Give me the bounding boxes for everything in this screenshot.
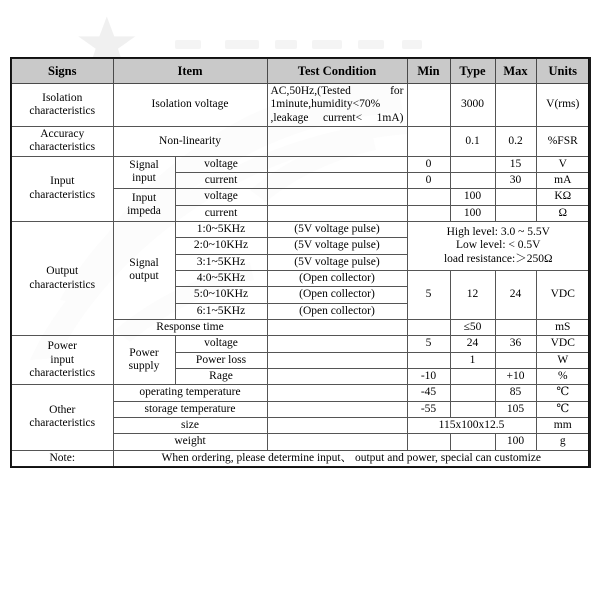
cell-item-power-rage: Rage — [175, 368, 267, 384]
cell-units-output-oc: VDC — [536, 270, 590, 319]
table-row — [11, 385, 590, 401]
cell-item-impedance-voltage: voltage — [175, 189, 267, 205]
cell-item-signal-current: current — [175, 172, 267, 188]
header-units: Units — [536, 58, 590, 84]
table-header-row — [11, 58, 590, 84]
cell-item-output-5: 5:0~10KHz — [175, 287, 267, 303]
table-row — [11, 84, 590, 127]
cell-max — [495, 352, 536, 368]
cell-max-output-oc: 24 — [495, 270, 536, 319]
cell-max: 100 — [495, 434, 536, 450]
cell-min: 0 — [407, 172, 450, 188]
cell-condition — [267, 352, 407, 368]
cell-item-output-4: 4:0~5KHz — [175, 270, 267, 286]
cell-item-output-1: 1:0~5KHz — [175, 221, 267, 237]
header-test-condition: Test Condition — [267, 58, 407, 84]
cell-min — [407, 319, 450, 335]
cell-item-operating-temperature: operating temperature — [113, 385, 267, 401]
cell-min — [407, 205, 450, 221]
header-item: Item — [113, 58, 267, 84]
sub-label-line2: supply — [128, 360, 160, 373]
sub-label-power-supply — [113, 336, 175, 385]
cell-type-output-oc: 12 — [450, 270, 495, 319]
cell-type: 100 — [450, 205, 495, 221]
header-min: Min — [407, 58, 450, 84]
cell-item-response-time: Response time — [113, 319, 267, 335]
sub-label-input-impedance — [113, 189, 175, 222]
cell-max: 36 — [495, 336, 536, 352]
cell-min — [407, 352, 450, 368]
sub-label-signal-output — [113, 221, 175, 319]
cell-condition — [267, 385, 407, 401]
cell-max: 0.2 — [495, 126, 536, 156]
group-label-line1: Accuracy — [40, 127, 85, 140]
table-row — [11, 156, 590, 172]
group-label-line2: characteristics — [29, 278, 96, 291]
cell-type: 1 — [450, 352, 495, 368]
group-label-line2: characteristics — [29, 104, 96, 117]
cell-min: 5 — [407, 336, 450, 352]
cell-item-isolation-voltage: Isolation voltage — [113, 84, 267, 127]
table-row — [11, 126, 590, 156]
cell-item-output-2: 2:0~10KHz — [175, 238, 267, 254]
specification-table — [10, 57, 591, 468]
cell-units: Ω — [536, 205, 590, 221]
cell-type — [450, 156, 495, 172]
cell-item-power-voltage: voltage — [175, 336, 267, 352]
spec-table-container — [10, 57, 589, 468]
group-label-other — [11, 385, 113, 450]
table-row-note — [11, 450, 590, 467]
header-max: Max — [495, 58, 536, 84]
cell-units: ℃ — [536, 385, 590, 401]
group-label-accuracy — [11, 126, 113, 156]
cell-item-power-loss: Power loss — [175, 352, 267, 368]
sub-label-line1: Signal — [129, 159, 159, 172]
cell-item-impedance-current: current — [175, 205, 267, 221]
cell-condition-output-6: (Open collector) — [267, 303, 407, 319]
cell-type: 0.1 — [450, 126, 495, 156]
level-line1: High level: 3.0 ~ 5.5V — [446, 225, 550, 238]
cell-max: 85 — [495, 385, 536, 401]
cell-type — [450, 172, 495, 188]
cell-type — [450, 434, 495, 450]
level-line2: Low level: < 0.5V — [456, 239, 541, 252]
cell-units: V — [536, 156, 590, 172]
group-label-line2: characteristics — [29, 188, 96, 201]
cell-condition — [267, 156, 407, 172]
cell-item-storage-temperature: storage temperature — [113, 401, 267, 417]
sub-label-line1: Signal — [129, 257, 159, 270]
cell-item-output-6: 6:1~5KHz — [175, 303, 267, 319]
group-label-output — [11, 221, 113, 335]
cell-min: -10 — [407, 368, 450, 384]
cell-condition-output-1: (5V voltage pulse) — [267, 221, 407, 237]
cell-max — [495, 189, 536, 205]
sub-label-line2: impeda — [127, 205, 161, 218]
cell-max: 15 — [495, 156, 536, 172]
cell-condition-isolation — [267, 84, 407, 127]
cell-item-size: size — [113, 417, 267, 433]
cell-type: ≤50 — [450, 319, 495, 335]
cell-item-non-linearity: Non-linearity — [113, 126, 267, 156]
group-label-input — [11, 156, 113, 221]
cell-type — [450, 368, 495, 384]
sub-label-line1: Input — [131, 191, 157, 204]
cell-type: 100 — [450, 189, 495, 205]
cell-max — [495, 319, 536, 335]
cell-units: %FSR — [536, 126, 590, 156]
cell-max: 30 — [495, 172, 536, 188]
group-label-line3: characteristics — [29, 366, 96, 379]
group-label-line1: Input — [50, 175, 75, 188]
level-line3: load resistance:＞250Ω — [443, 252, 553, 265]
cell-max: +10 — [495, 368, 536, 384]
cell-min — [407, 434, 450, 450]
cell-units: VDC — [536, 336, 590, 352]
cell-condition — [267, 205, 407, 221]
cell-condition — [267, 368, 407, 384]
table-row — [11, 336, 590, 352]
sub-label-line2: output — [129, 270, 159, 283]
cell-units: W — [536, 352, 590, 368]
cell-min — [407, 126, 450, 156]
cell-condition — [267, 126, 407, 156]
cell-condition-output-3: (5V voltage pulse) — [267, 254, 407, 270]
cell-condition — [267, 336, 407, 352]
cell-min-output-oc: 5 — [407, 270, 450, 319]
condition-line1: AC,50Hz,(Tested for — [270, 85, 404, 97]
group-label-line1: Other — [49, 404, 76, 417]
cell-condition — [267, 417, 407, 433]
cell-condition — [267, 172, 407, 188]
cell-min: -45 — [407, 385, 450, 401]
cell-condition — [267, 434, 407, 450]
condition-line2: 1minute,humidity<70% — [270, 98, 381, 111]
cell-units: % — [536, 368, 590, 384]
cell-units: mS — [536, 319, 590, 335]
group-label-line2: characteristics — [29, 141, 96, 154]
group-label-line1: Power — [47, 340, 77, 353]
cell-type: 3000 — [450, 84, 495, 127]
cell-units: g — [536, 434, 590, 450]
note-text: When ordering, please determine input、 output and power, special can customize — [113, 450, 590, 467]
cell-condition — [267, 189, 407, 205]
cell-item-weight: weight — [113, 434, 267, 450]
header-type: Type — [450, 58, 495, 84]
cell-units: mm — [536, 417, 590, 433]
cell-item-output-3: 3:1~5KHz — [175, 254, 267, 270]
cell-max: 105 — [495, 401, 536, 417]
cell-condition-output-5: (Open collector) — [267, 287, 407, 303]
cell-condition — [267, 401, 407, 417]
cell-size-value: 115x100x12.5 — [407, 417, 536, 433]
cell-min — [407, 189, 450, 205]
cell-type: 24 — [450, 336, 495, 352]
table-row — [11, 221, 590, 237]
cell-units: KΩ — [536, 189, 590, 205]
group-label-isolation — [11, 84, 113, 127]
cell-min — [407, 84, 450, 127]
sub-label-line1: Power — [129, 346, 159, 359]
condition-line3: ,leakage current< 1mA) — [270, 111, 404, 124]
cell-item-signal-voltage: voltage — [175, 156, 267, 172]
cell-type — [450, 401, 495, 417]
cell-units: mA — [536, 172, 590, 188]
sub-label-signal-input — [113, 156, 175, 189]
cell-max — [495, 84, 536, 127]
cell-type — [450, 385, 495, 401]
sub-label-line2: input — [132, 172, 156, 185]
cell-min: -55 — [407, 401, 450, 417]
cell-min: 0 — [407, 156, 450, 172]
cell-units: ℃ — [536, 401, 590, 417]
cell-output-levels — [407, 221, 590, 270]
cell-max — [495, 205, 536, 221]
group-label-line1: Output — [46, 265, 79, 278]
header-signs: Signs — [11, 58, 113, 84]
cell-units: V(rms) — [536, 84, 590, 127]
cell-condition-output-2: (5V voltage pulse) — [267, 238, 407, 254]
group-label-line1: Isolation — [42, 91, 83, 104]
group-label-power-input — [11, 336, 113, 385]
group-label-line2: characteristics — [29, 417, 96, 430]
group-label-line2: input — [50, 353, 75, 366]
note-label: Note: — [11, 450, 113, 467]
cell-condition-output-4: (Open collector) — [267, 270, 407, 286]
cell-condition — [267, 319, 407, 335]
